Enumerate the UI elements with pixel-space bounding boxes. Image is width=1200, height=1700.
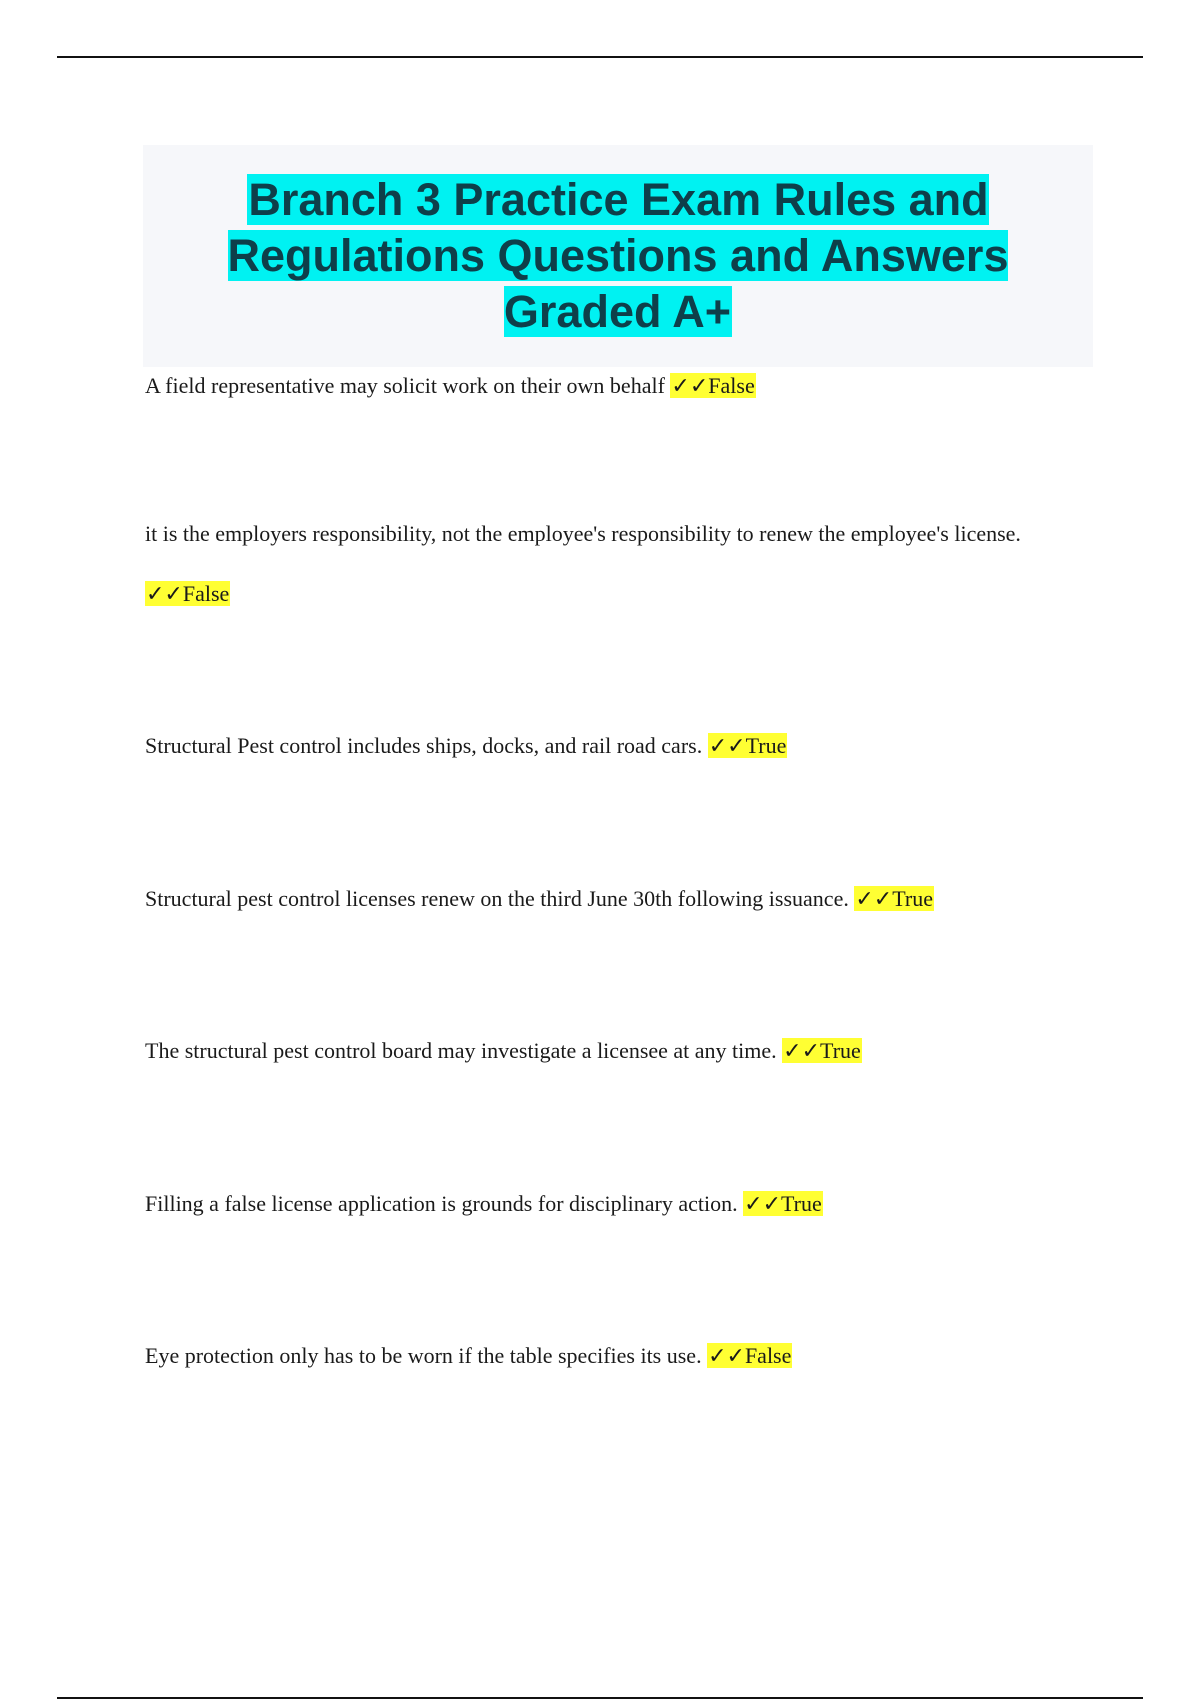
answer-highlight: ✓✓True bbox=[783, 1038, 861, 1063]
answer-highlight: ✓✓True bbox=[708, 733, 787, 758]
qa-item-5 bbox=[145, 1021, 1045, 1081]
question-text: it is the employers responsibility, not the employee's responsibility to renew the employee's license. bbox=[145, 521, 1021, 546]
question-text: The structural pest control board may investigate a licensee at any time. bbox=[145, 1038, 783, 1063]
answer-highlight: ✓✓False bbox=[708, 1343, 792, 1368]
answer-highlight: ✓✓False bbox=[671, 373, 755, 398]
qa-item-3 bbox=[145, 716, 1045, 776]
document-title bbox=[143, 172, 1093, 340]
top-rule bbox=[57, 56, 1143, 58]
answer-highlight: ✓✓True bbox=[855, 886, 933, 911]
question-text: Filling a false license application is grounds for disciplinary action. bbox=[145, 1191, 744, 1216]
question-text: Eye protection only has to be worn if the table specifies its use. bbox=[145, 1343, 708, 1368]
bottom-rule bbox=[57, 1697, 1143, 1699]
answer-highlight: ✓✓True bbox=[744, 1191, 822, 1216]
qa-item-7 bbox=[145, 1326, 1045, 1386]
title-box bbox=[143, 145, 1093, 367]
question-text: A field representative may solicit work on their own behalf bbox=[145, 373, 671, 398]
question-text: Structural Pest control includes ships, docks, and rail road cars. bbox=[145, 733, 708, 758]
title-highlight: Branch 3 Practice Exam Rules and Regulations Questions and Answers Graded A+ bbox=[227, 174, 1009, 337]
qa-item-4 bbox=[145, 869, 1045, 929]
qa-item-1 bbox=[145, 356, 1045, 416]
qa-item-6 bbox=[145, 1174, 1045, 1234]
question-text: Structural pest control licenses renew on the third June 30th following issuance. bbox=[145, 886, 855, 911]
qa-item-2 bbox=[145, 504, 1045, 624]
answer-highlight: ✓✓False bbox=[146, 581, 230, 606]
